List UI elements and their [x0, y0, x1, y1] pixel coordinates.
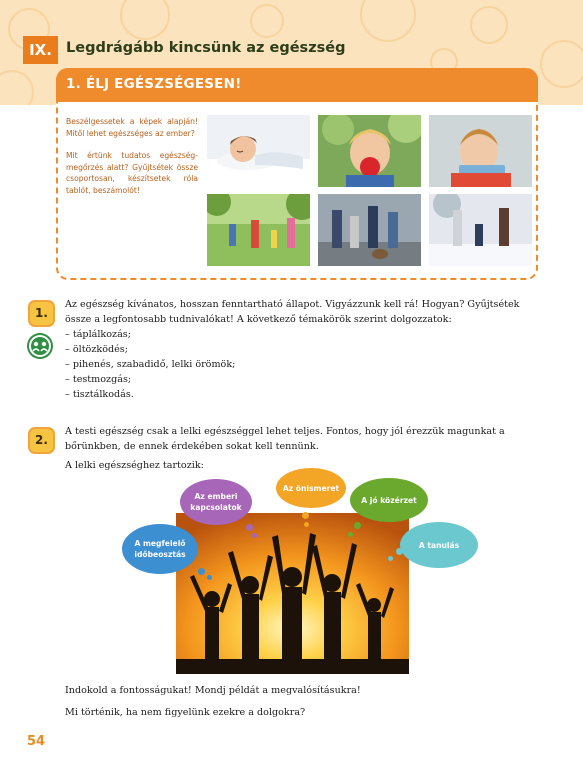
list-item: – öltözködés;: [65, 344, 128, 355]
bubble-label: A jó közérzet: [361, 495, 417, 505]
task1-topic-list: [65, 327, 535, 402]
bubble-self-knowledge: [276, 468, 346, 508]
family-ice-skating-photo: [429, 194, 532, 266]
task1-text: Az egészség kívánatos, hosszan fenntartható állapot. Vigyázzunk kell rá! Hogyan? Gyűjtsétek össze a legfontosabb tudnivalókat! A következő témakörök szerint dolgozzatok:: [65, 299, 520, 325]
lesson-intro: [66, 116, 198, 208]
page-number: 54: [27, 734, 46, 749]
bubble-dot: [388, 556, 393, 561]
bubble-time-management: [122, 524, 198, 574]
list-item: – táplálkozás;: [65, 329, 131, 340]
food-doodle-icon: [0, 70, 34, 105]
bubble-label: A megfelelő időbeosztás: [134, 539, 186, 559]
food-doodle-icon: [470, 6, 508, 44]
bubble-dot: [302, 512, 309, 519]
bubble-dot: [198, 568, 205, 575]
bubble-dot: [252, 533, 257, 538]
task2-text: A testi egészség csak a lelki egészséggel lehet teljes. Fontos, hogy jól érezzük magunkat a bőrünkben, de ennek érdekében sokat kell tennünk.: [65, 426, 505, 452]
bubble-dot: [396, 548, 403, 555]
food-doodle-icon: [120, 0, 170, 40]
task2-subhead: A lelki egészséghez tartozik:: [65, 460, 204, 471]
list-item: – pihenés, szabadidő, lelki örömök;: [65, 359, 236, 370]
list-item: – testmozgás;: [65, 374, 132, 385]
bubble-well-being: [350, 478, 428, 522]
question-line: Indokold a fontosságukat! Mondj példát a megvalósításukra!: [65, 685, 361, 696]
chapter-number: IX.: [23, 36, 58, 64]
sunset-silhouette-image: [176, 513, 409, 674]
bubble-label: A tanulás: [418, 540, 460, 550]
task2-content: [65, 424, 535, 473]
food-doodle-icon: [360, 0, 416, 42]
sleeping-child-photo: [207, 115, 310, 187]
task1-content: [65, 297, 535, 402]
food-doodle-icon: [540, 40, 583, 88]
family-walking-dog-photo: [318, 194, 421, 266]
intro-paragraph: Mit értünk tudatos egészség-megőrzés alatt? Gyűjtsétek össze csoportosan, készítsetek róla tablót, beszámolót!: [66, 151, 198, 195]
task2-questions: [65, 683, 535, 720]
bubble-dot: [304, 522, 309, 527]
family-running-park-photo: [207, 194, 310, 266]
intro-paragraph: Beszélgessetek a képek alapján! Mitől lehet egészséges az ember?: [66, 117, 198, 138]
bubble-dot: [207, 575, 212, 580]
child-eating-apple-photo: [318, 115, 421, 187]
lesson-title: 1. ÉLJ EGÉSZSÉGESEN!: [66, 76, 242, 92]
list-item: – tisztálkodás.: [65, 389, 134, 400]
bubble-dot: [348, 532, 353, 537]
task-number-badge: 1.: [28, 300, 55, 327]
bubble-dot: [354, 522, 361, 529]
bubble-label: Az önismeret: [282, 483, 340, 493]
bubble-dot: [246, 524, 253, 531]
question-line: Mi történik, ha nem figyelünk ezekre a dolgokra?: [65, 707, 306, 718]
bubble-label: Az emberi kapcsolatok: [190, 492, 242, 512]
group-work-icon: [27, 333, 53, 359]
chapter-title: Legdrágább kincsünk az egészség: [66, 40, 346, 56]
task-number-badge: 2.: [28, 427, 55, 454]
child-brushing-teeth-photo: [429, 115, 532, 187]
food-doodle-icon: [250, 4, 284, 38]
bubble-human-relationships: [180, 479, 252, 525]
bubble-learning: [400, 522, 478, 568]
